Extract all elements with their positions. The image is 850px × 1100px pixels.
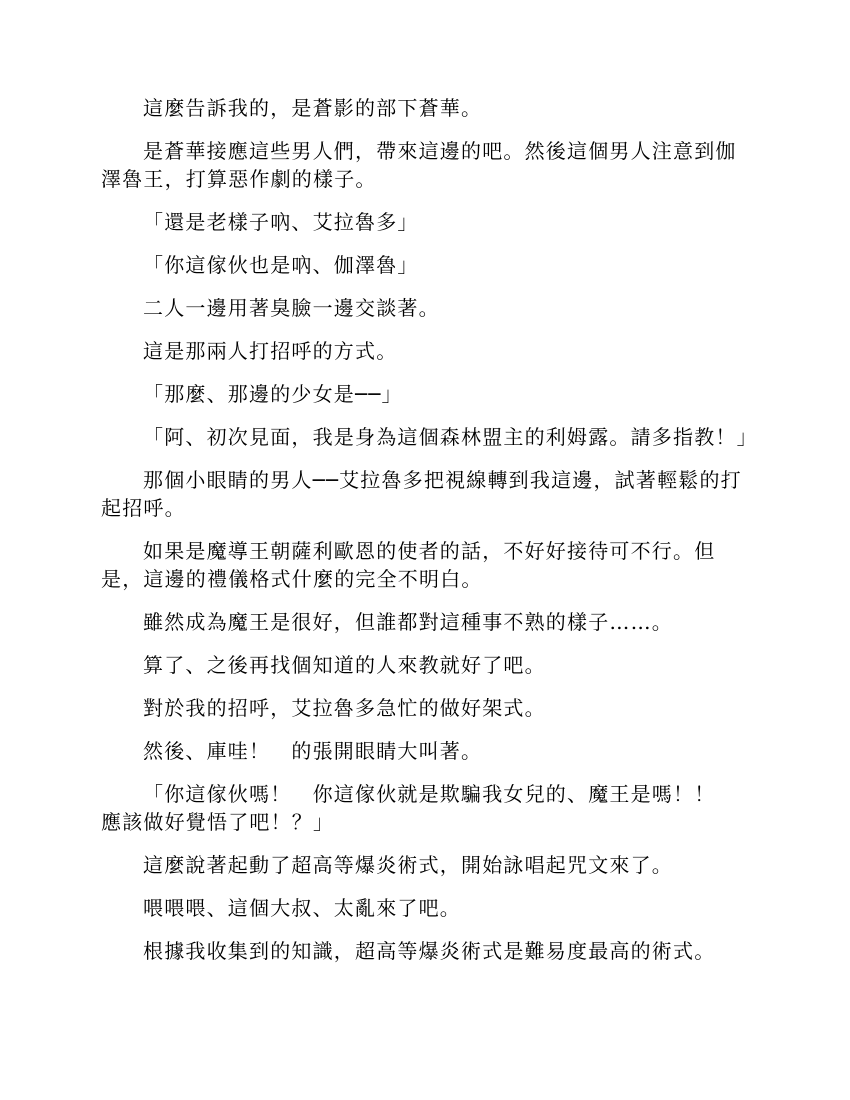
paragraph: 「你這傢伙嗎！ 你這傢伙就是欺騙我女兒的、魔王是嗎！！ 應該做好覺悟了吧！？」 [101,782,737,834]
paragraph: 「還是老樣子吶、艾拉魯多」 [143,210,419,234]
paragraph: 雖然成為魔王是很好，但誰都對這種事不熟的樣子……。 [143,610,673,634]
paragraph: 然後、庫哇！ 的張開眼睛大叫著。 [143,739,483,763]
paragraph: 「阿、初次見面，我是身為這個森林盟主的利姆露。請多指教！」 [143,425,758,449]
paragraph: 這麼告訴我的，是蒼影的部下蒼華。 [143,96,483,120]
paragraph: 那個小眼睛的男人──艾拉魯多把視線轉到我這邊，試著輕鬆的打起招呼。 [101,468,742,520]
paragraph: 是蒼華接應這些男人們，帶來這邊的吧。然後這個男人注意到伽澤魯王，打算惡作劇的樣子。 [101,139,737,191]
paragraph: 這麼說著起動了超高等爆炎術式，開始詠唱起咒文來了。 [143,853,673,877]
paragraph: 算了、之後再找個知道的人來教就好了吧。 [143,653,546,677]
paragraph: 「那麼、那邊的少女是──」 [143,382,403,406]
document-body [101,94,758,980]
paragraph: 「你這傢伙也是吶、伽澤魯」 [143,253,419,277]
paragraph: 如果是魔導王朝薩利歐恩的使者的話，不好好接待可不行。但是，這邊的禮儀格式什麼的完全不明白。 [101,539,716,591]
paragraph: 喂喂喂、這個大叔、太亂來了吧。 [143,896,461,920]
paragraph: 這是那兩人打招呼的方式。 [143,339,398,363]
paragraph: 根據我收集到的知識，超高等爆炎術式是難易度最高的術式。 [143,939,716,963]
paragraph: 二人一邊用著臭臉一邊交談著。 [143,296,440,320]
paragraph: 對於我的招呼，艾拉魯多急忙的做好架式。 [143,696,546,720]
